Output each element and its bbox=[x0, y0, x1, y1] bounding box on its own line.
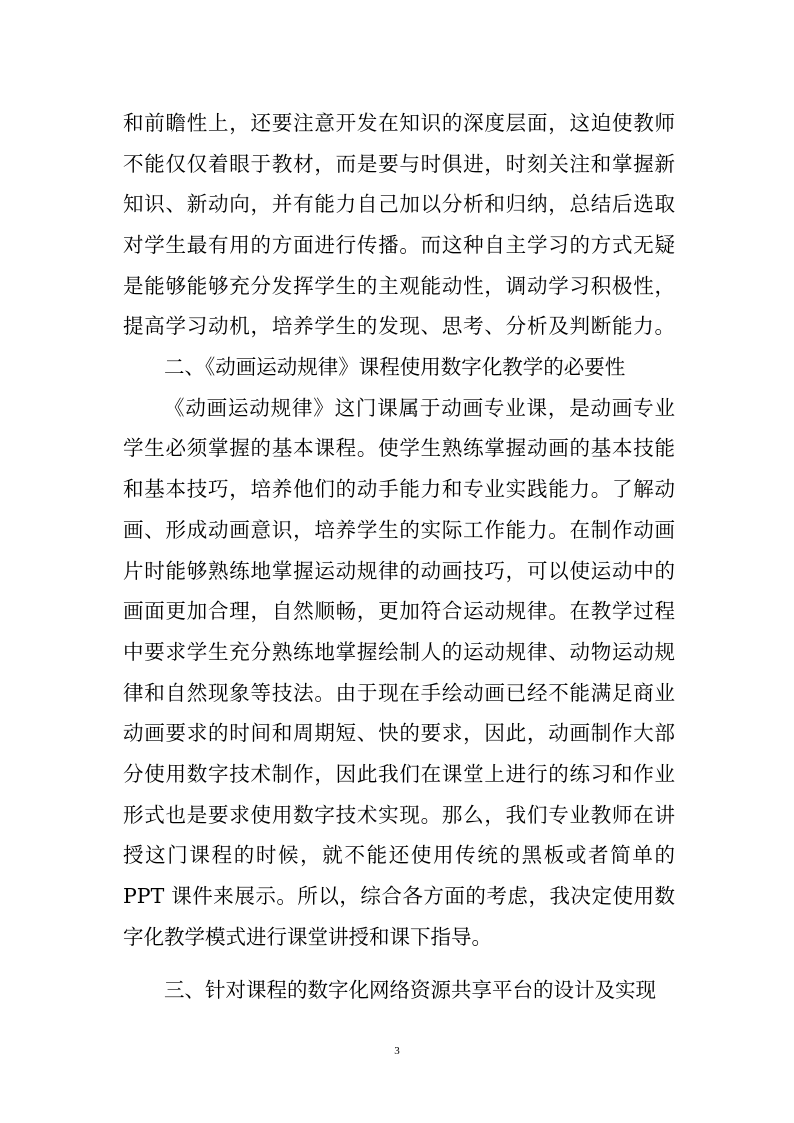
text-line: 提高学习动机，培养学生的发现、思考、分析及判断能力。 bbox=[123, 314, 675, 338]
text-line: 对学生最有用的方面进行传播。而这种自主学习的方式无疑 bbox=[123, 233, 675, 257]
text-line: 中要求学生充分熟练地掌握绘制人的运动规律、动物运动规 bbox=[123, 640, 675, 664]
text-line: 片时能够熟练地掌握运动规律的动画技巧，可以使运动中的 bbox=[123, 559, 675, 583]
text-line: PPT 课件来展示。所以，综合各方面的考虑，我决定使用数 bbox=[123, 884, 675, 908]
text-line: 动画要求的时间和周期短、快的要求，因此，动画制作大部 bbox=[123, 721, 675, 745]
text-line: 授这门课程的时候，就不能还使用传统的黑板或者简单的 bbox=[123, 843, 675, 867]
text-line: 和基本技巧，培养他们的动手能力和专业实践能力。了解动 bbox=[123, 477, 675, 501]
text-line: 不能仅仅着眼于教材，而是要与时俱进，时刻关注和掌握新 bbox=[123, 152, 675, 176]
text-line: 是能够能够充分发挥学生的主观能动性，调动学习积极性， bbox=[123, 274, 675, 298]
section-heading: 三、针对课程的数字化网络资源共享平台的设计及实现 bbox=[164, 978, 656, 1002]
text-line: 学生必须掌握的基本课程。使学生熟练掌握动画的基本技能 bbox=[123, 436, 675, 460]
text-line: 和前瞻性上，还要注意开发在知识的深度层面，这迫使教师 bbox=[123, 111, 675, 135]
section-heading: 二、《动画运动规律》课程使用数字化教学的必要性 bbox=[164, 355, 626, 379]
text-line: 《动画运动规律》这门课属于动画专业课，是动画专业 bbox=[164, 396, 675, 420]
text-line: 画面更加合理，自然顺畅，更加符合运动规律。在教学过程 bbox=[123, 599, 675, 623]
page-number: 3 bbox=[394, 1045, 400, 1057]
text-line: 律和自然现象等技法。由于现在手绘动画已经不能满足商业 bbox=[123, 681, 675, 705]
text-line: 字化教学模式进行课堂讲授和课下指导。 bbox=[123, 925, 492, 949]
text-line: 知识、新动向，并有能力自己加以分析和归纳，总结后选取 bbox=[123, 192, 675, 216]
text-line: 画、形成动画意识，培养学生的实际工作能力。在制作动画 bbox=[123, 518, 675, 542]
text-line: 分使用数字技术制作，因此我们在课堂上进行的练习和作业 bbox=[123, 762, 675, 786]
text-line: 形式也是要求使用数字技术实现。那么，我们专业教师在讲 bbox=[123, 803, 675, 827]
